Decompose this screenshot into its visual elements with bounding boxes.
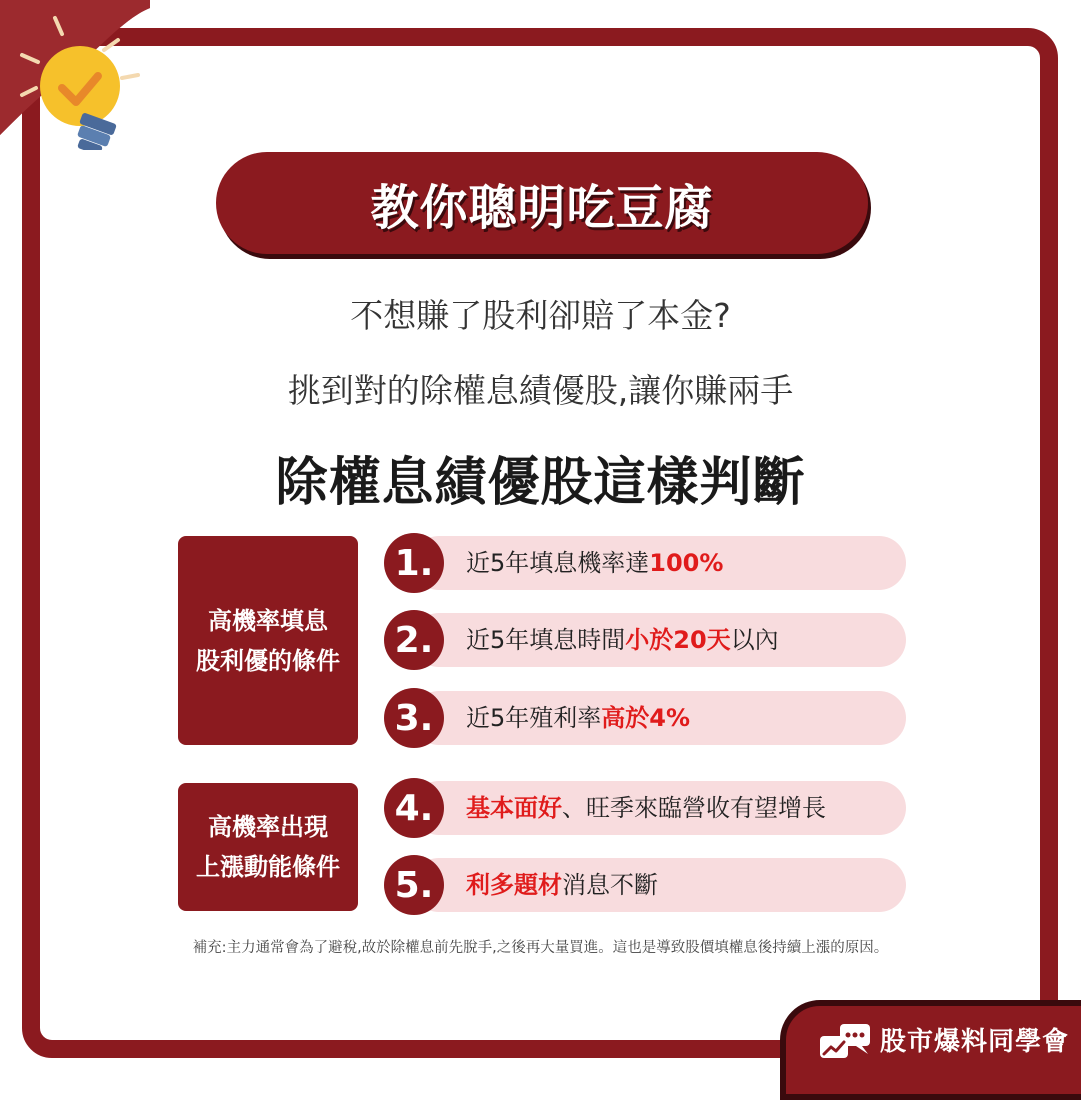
criteria-number: 2. (384, 610, 444, 670)
criteria-number: 4. (384, 778, 444, 838)
group-label-line: 高機率填息 (208, 606, 328, 635)
criteria-item-3 (384, 688, 906, 748)
footnote: 補充:主力通常會為了避稅,故於除權息前先脫手,之後再大量買進。這也是導致股價填權息後持續上漲的原因。 (192, 940, 889, 956)
criteria-number: 3. (384, 688, 444, 748)
criteria-text: 近5年填息時間小於20天以內 (466, 626, 779, 654)
criteria-text: 近5年殖利率高於4% (466, 704, 691, 732)
group-label-line: 股利優的條件 (196, 646, 340, 675)
chat-trend-icon (818, 1022, 874, 1062)
criteria-text: 利多題材消息不斷 (466, 871, 658, 899)
criteria-number: 5. (384, 855, 444, 915)
criteria-text: 近5年填息機率達100% (466, 549, 724, 577)
subtitle-question: 不想賺了股利卻賠了本金? (350, 296, 731, 335)
criteria-item-2 (384, 610, 906, 670)
criteria-item-5 (384, 855, 906, 915)
section-heading: 除權息績優股這樣判斷 (275, 453, 806, 513)
subtitle-tagline: 挑到對的除權息績優股,讓你賺兩手 (287, 371, 794, 410)
group-label-dividend (178, 536, 358, 745)
criteria-text: 基本面好、旺季來臨營收有望增長 (466, 794, 826, 822)
criteria-item-1 (384, 533, 906, 593)
group-label-line: 上漲動能條件 (196, 853, 340, 881)
group-label-momentum (178, 783, 358, 911)
group-label-line: 高機率出現 (208, 813, 328, 841)
brand-name: 股市爆料同學會 (880, 1027, 1070, 1057)
criteria-number: 1. (384, 533, 444, 593)
lightbulb-overlay (0, 0, 150, 150)
criteria-item-4 (384, 778, 906, 838)
page-title: 教你聰明吃豆腐 (370, 179, 714, 236)
title-banner (216, 152, 868, 254)
